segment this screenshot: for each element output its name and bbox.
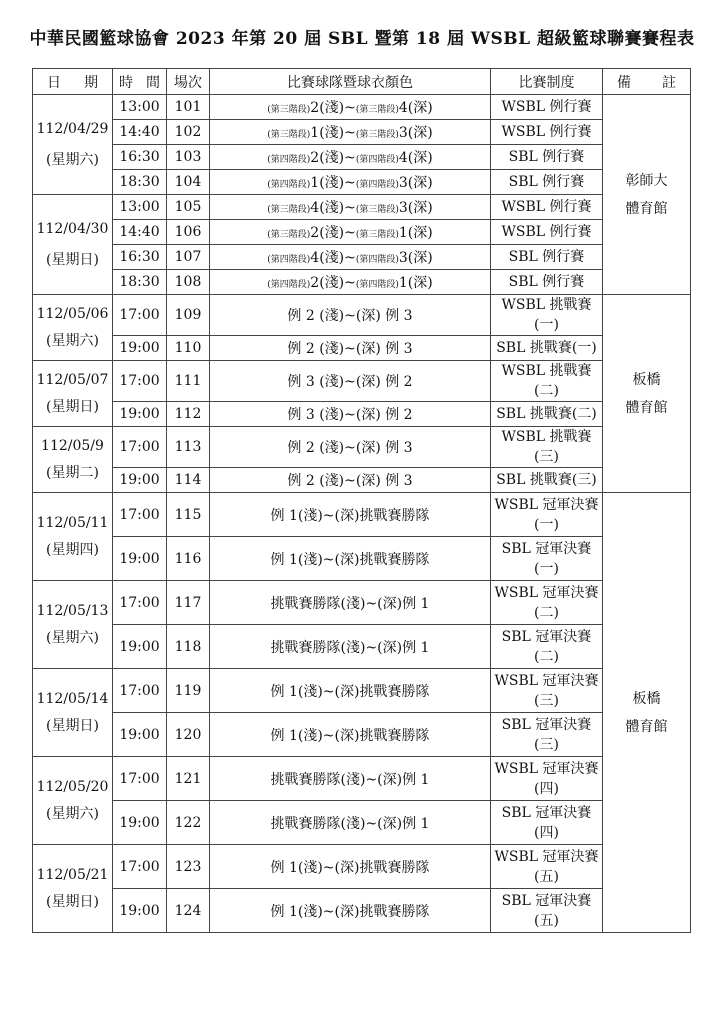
competition-system-cell: WSBL 挑戰賽(一) <box>491 295 603 336</box>
date-label: 112/04/29 <box>36 120 109 137</box>
team-a-label: 2(淺)~ <box>310 100 356 116</box>
date-label: 112/05/14 <box>36 690 109 707</box>
teams-cell <box>210 220 491 245</box>
team-b-label: 3(深) <box>398 200 433 216</box>
venue-cell <box>603 95 691 295</box>
schedule-table <box>32 68 691 933</box>
table-row <box>33 120 691 145</box>
weekday-label: (星期二) <box>46 464 99 481</box>
stage-label: (第四階段) <box>267 280 311 290</box>
system-line-1: WSBL 冠軍決賽 <box>494 672 599 689</box>
header-note: 備 註 <box>603 69 691 95</box>
teams-cell: 例 2 (淺)~(深) 例 3 <box>210 336 491 361</box>
stage-label: (第四階段) <box>267 180 311 190</box>
table-row <box>33 145 691 170</box>
weekday-label: (星期六) <box>46 805 99 822</box>
teams-cell <box>210 245 491 270</box>
game-number-cell: 109 <box>167 295 210 336</box>
weekday-label: (星期六) <box>46 629 99 646</box>
weekday-label: (星期六) <box>46 332 99 349</box>
team-a-label: 1(淺)~ <box>310 125 356 141</box>
table-row <box>33 468 691 493</box>
weekday-label: (星期六) <box>46 151 99 168</box>
team-b-label: 1(深) <box>398 225 433 241</box>
teams-cell: 挑戰賽勝隊(淺)~(深)例 1 <box>210 625 491 669</box>
team-b-label: 1(深) <box>398 275 433 291</box>
page-title: 中華民國籃球協會 2023 年第 20 屆 SBL 暨第 18 屆 WSBL 超級籃球聯賽賽程表 <box>29 29 695 49</box>
system-line-1: SBL 冠軍決賽 <box>501 540 592 557</box>
teams-cell <box>210 195 491 220</box>
game-number-cell: 123 <box>167 845 210 889</box>
date-cell <box>33 195 113 295</box>
table-row <box>33 537 691 581</box>
table-row <box>33 270 691 295</box>
teams-cell <box>210 120 491 145</box>
game-number-cell: 108 <box>167 270 210 295</box>
teams-cell: 例 1(淺)~(深)挑戰賽勝隊 <box>210 537 491 581</box>
system-line-1: WSBL 冠軍決賽 <box>494 584 599 601</box>
team-b-label: 3(深) <box>398 125 433 141</box>
team-a-label: 2(淺)~ <box>310 225 356 241</box>
stage-label: (第四階段) <box>355 255 399 265</box>
stage-label: (第四階段) <box>267 155 311 165</box>
table-row <box>33 361 691 402</box>
competition-system-cell: WSBL 例行賽 <box>491 120 603 145</box>
game-number-cell: 118 <box>167 625 210 669</box>
date-cell <box>33 95 113 195</box>
table-row <box>33 427 691 468</box>
time-cell: 19:00 <box>113 402 167 427</box>
system-line-2: (三) <box>534 692 559 709</box>
competition-system-cell: WSBL 挑戰賽(二) <box>491 361 603 402</box>
weekday-label: (星期日) <box>46 398 99 415</box>
game-number-cell: 122 <box>167 801 210 845</box>
stage-label: (第三階段) <box>355 105 399 115</box>
table-row <box>33 195 691 220</box>
table-row <box>33 493 691 537</box>
date-cell <box>33 427 113 493</box>
date-cell <box>33 845 113 933</box>
system-line-1: WSBL 冠軍決賽 <box>494 760 599 777</box>
table-row <box>33 889 691 933</box>
system-line-2: (四) <box>534 824 559 841</box>
time-cell: 19:00 <box>113 468 167 493</box>
team-a-label: 2(淺)~ <box>310 150 356 166</box>
date-label: 112/05/13 <box>36 602 109 619</box>
header-date: 日 期 <box>33 69 113 95</box>
date-label: 112/05/11 <box>36 514 109 531</box>
date-cell <box>33 757 113 845</box>
date-cell <box>33 295 113 361</box>
system-line-2: (四) <box>534 780 559 797</box>
game-number-cell: 101 <box>167 95 210 120</box>
table-row <box>33 845 691 889</box>
table-row <box>33 95 691 120</box>
time-cell: 19:00 <box>113 713 167 757</box>
stage-label: (第三階段) <box>355 230 399 240</box>
competition-system-cell: WSBL 挑戰賽(三) <box>491 427 603 468</box>
teams-cell: 例 2 (淺)~(深) 例 3 <box>210 295 491 336</box>
game-number-cell: 110 <box>167 336 210 361</box>
time-cell: 16:30 <box>113 145 167 170</box>
teams-cell <box>210 95 491 120</box>
competition-system-cell: SBL 例行賽 <box>491 145 603 170</box>
team-a-label: 4(淺)~ <box>310 250 356 266</box>
date-cell <box>33 581 113 669</box>
weekday-label: (星期日) <box>46 893 99 910</box>
stage-label: (第三階段) <box>267 205 311 215</box>
time-cell: 17:00 <box>113 845 167 889</box>
system-line-2: (三) <box>534 736 559 753</box>
date-label: 112/05/20 <box>36 778 109 795</box>
header-row <box>33 69 691 95</box>
date-cell <box>33 493 113 581</box>
system-line-2: (一) <box>534 560 559 577</box>
time-cell: 17:00 <box>113 669 167 713</box>
time-cell: 19:00 <box>113 801 167 845</box>
table-row <box>33 170 691 195</box>
competition-system-cell: SBL 例行賽 <box>491 170 603 195</box>
game-number-cell: 114 <box>167 468 210 493</box>
competition-system-cell: WSBL 例行賽 <box>491 95 603 120</box>
game-number-cell: 115 <box>167 493 210 537</box>
time-cell: 19:00 <box>113 336 167 361</box>
weekday-label: (星期日) <box>46 717 99 734</box>
table-row <box>33 713 691 757</box>
competition-system-cell: SBL 挑戰賽(二) <box>491 402 603 427</box>
game-number-cell: 102 <box>167 120 210 145</box>
time-cell: 19:00 <box>113 889 167 933</box>
teams-cell: 例 3 (淺)~(深) 例 2 <box>210 361 491 402</box>
venue-line-1: 板橋 <box>632 371 661 388</box>
date-cell <box>33 669 113 757</box>
system-line-1: SBL 冠軍決賽 <box>501 804 592 821</box>
time-cell: 13:00 <box>113 195 167 220</box>
teams-cell: 例 1(淺)~(深)挑戰賽勝隊 <box>210 845 491 889</box>
system-line-2: (一) <box>534 516 559 533</box>
date-cell <box>33 361 113 427</box>
time-cell: 17:00 <box>113 581 167 625</box>
table-row <box>33 220 691 245</box>
date-label: 112/05/21 <box>36 866 109 883</box>
teams-cell: 挑戰賽勝隊(淺)~(深)例 1 <box>210 757 491 801</box>
competition-system-cell <box>491 581 603 625</box>
time-cell: 16:30 <box>113 245 167 270</box>
stage-label: (第四階段) <box>355 155 399 165</box>
table-row <box>33 402 691 427</box>
competition-system-cell: SBL 例行賽 <box>491 270 603 295</box>
time-cell: 17:00 <box>113 493 167 537</box>
teams-cell: 例 3 (淺)~(深) 例 2 <box>210 402 491 427</box>
game-number-cell: 111 <box>167 361 210 402</box>
date-label: 112/04/30 <box>36 220 109 237</box>
stage-label: (第四階段) <box>355 180 399 190</box>
date-label: 112/05/07 <box>36 371 109 388</box>
teams-cell <box>210 145 491 170</box>
competition-system-cell <box>491 493 603 537</box>
team-b-label: 3(深) <box>398 175 433 191</box>
table-row <box>33 757 691 801</box>
game-number-cell: 112 <box>167 402 210 427</box>
time-cell: 18:30 <box>113 170 167 195</box>
team-b-label: 4(深) <box>398 150 433 166</box>
venue-cell <box>603 493 691 933</box>
stage-label: (第三階段) <box>267 130 311 140</box>
weekday-label: (星期日) <box>46 251 99 268</box>
header-game: 場次 <box>167 69 210 95</box>
game-number-cell: 120 <box>167 713 210 757</box>
competition-system-cell <box>491 757 603 801</box>
table-row <box>33 581 691 625</box>
competition-system-cell: WSBL 例行賽 <box>491 195 603 220</box>
competition-system-cell <box>491 669 603 713</box>
header-time: 時 間 <box>113 69 167 95</box>
table-row <box>33 625 691 669</box>
system-line-1: WSBL 冠軍決賽 <box>494 848 599 865</box>
teams-cell: 例 1(淺)~(深)挑戰賽勝隊 <box>210 713 491 757</box>
teams-cell: 例 1(淺)~(深)挑戰賽勝隊 <box>210 669 491 713</box>
time-cell: 19:00 <box>113 537 167 581</box>
competition-system-cell <box>491 801 603 845</box>
stage-label: (第四階段) <box>267 255 311 265</box>
team-a-label: 1(淺)~ <box>310 175 356 191</box>
game-number-cell: 103 <box>167 145 210 170</box>
system-line-1: SBL 冠軍決賽 <box>501 628 592 645</box>
date-label: 112/05/06 <box>36 305 109 322</box>
game-number-cell: 117 <box>167 581 210 625</box>
system-line-2: (二) <box>534 648 559 665</box>
teams-cell: 例 1(淺)~(深)挑戰賽勝隊 <box>210 889 491 933</box>
competition-system-cell: SBL 挑戰賽(三) <box>491 468 603 493</box>
time-cell: 17:00 <box>113 427 167 468</box>
table-row <box>33 801 691 845</box>
system-line-2: (五) <box>534 868 559 885</box>
venue-line-1: 彰師大 <box>625 172 668 189</box>
weekday-label: (星期四) <box>46 541 99 558</box>
venue-line-1: 板橋 <box>632 690 661 707</box>
time-cell: 17:00 <box>113 295 167 336</box>
team-a-label: 2(淺)~ <box>310 275 356 291</box>
game-number-cell: 104 <box>167 170 210 195</box>
venue-line-2: 體育館 <box>625 718 668 735</box>
teams-cell: 例 2 (淺)~(深) 例 3 <box>210 468 491 493</box>
competition-system-cell <box>491 625 603 669</box>
stage-label: (第三階段) <box>267 230 311 240</box>
time-cell: 17:00 <box>113 757 167 801</box>
competition-system-cell <box>491 537 603 581</box>
teams-cell <box>210 270 491 295</box>
teams-cell: 例 1(淺)~(深)挑戰賽勝隊 <box>210 493 491 537</box>
table-row <box>33 245 691 270</box>
venue-line-2: 體育館 <box>625 200 668 217</box>
system-line-2: (五) <box>534 912 559 929</box>
team-a-label: 4(淺)~ <box>310 200 356 216</box>
table-row <box>33 669 691 713</box>
game-number-cell: 105 <box>167 195 210 220</box>
time-cell: 18:30 <box>113 270 167 295</box>
competition-system-cell <box>491 845 603 889</box>
competition-system-cell: SBL 挑戰賽(一) <box>491 336 603 361</box>
teams-cell: 挑戰賽勝隊(淺)~(深)例 1 <box>210 801 491 845</box>
competition-system-cell: SBL 例行賽 <box>491 245 603 270</box>
teams-cell <box>210 170 491 195</box>
system-line-1: SBL 冠軍決賽 <box>501 716 592 733</box>
header-teams: 比賽球隊暨球衣顏色 <box>210 69 491 95</box>
time-cell: 14:40 <box>113 220 167 245</box>
system-line-2: (二) <box>534 604 559 621</box>
team-b-label: 4(深) <box>398 100 433 116</box>
game-number-cell: 113 <box>167 427 210 468</box>
header-system: 比賽制度 <box>491 69 603 95</box>
time-cell: 13:00 <box>113 95 167 120</box>
competition-system-cell <box>491 889 603 933</box>
stage-label: (第三階段) <box>355 205 399 215</box>
stage-label: (第四階段) <box>355 280 399 290</box>
time-cell: 14:40 <box>113 120 167 145</box>
venue-cell <box>603 295 691 493</box>
game-number-cell: 121 <box>167 757 210 801</box>
game-number-cell: 106 <box>167 220 210 245</box>
venue-line-2: 體育館 <box>625 399 668 416</box>
competition-system-cell <box>491 713 603 757</box>
table-row <box>33 295 691 336</box>
system-line-1: SBL 冠軍決賽 <box>501 892 592 909</box>
competition-system-cell: WSBL 例行賽 <box>491 220 603 245</box>
teams-cell: 例 2 (淺)~(深) 例 3 <box>210 427 491 468</box>
time-cell: 19:00 <box>113 625 167 669</box>
team-b-label: 3(深) <box>398 250 433 266</box>
game-number-cell: 124 <box>167 889 210 933</box>
game-number-cell: 107 <box>167 245 210 270</box>
stage-label: (第三階段) <box>267 105 311 115</box>
table-row <box>33 336 691 361</box>
game-number-cell: 119 <box>167 669 210 713</box>
date-label: 112/05/9 <box>41 437 104 454</box>
stage-label: (第三階段) <box>355 130 399 140</box>
teams-cell: 挑戰賽勝隊(淺)~(深)例 1 <box>210 581 491 625</box>
system-line-1: WSBL 冠軍決賽 <box>494 496 599 513</box>
time-cell: 17:00 <box>113 361 167 402</box>
game-number-cell: 116 <box>167 537 210 581</box>
